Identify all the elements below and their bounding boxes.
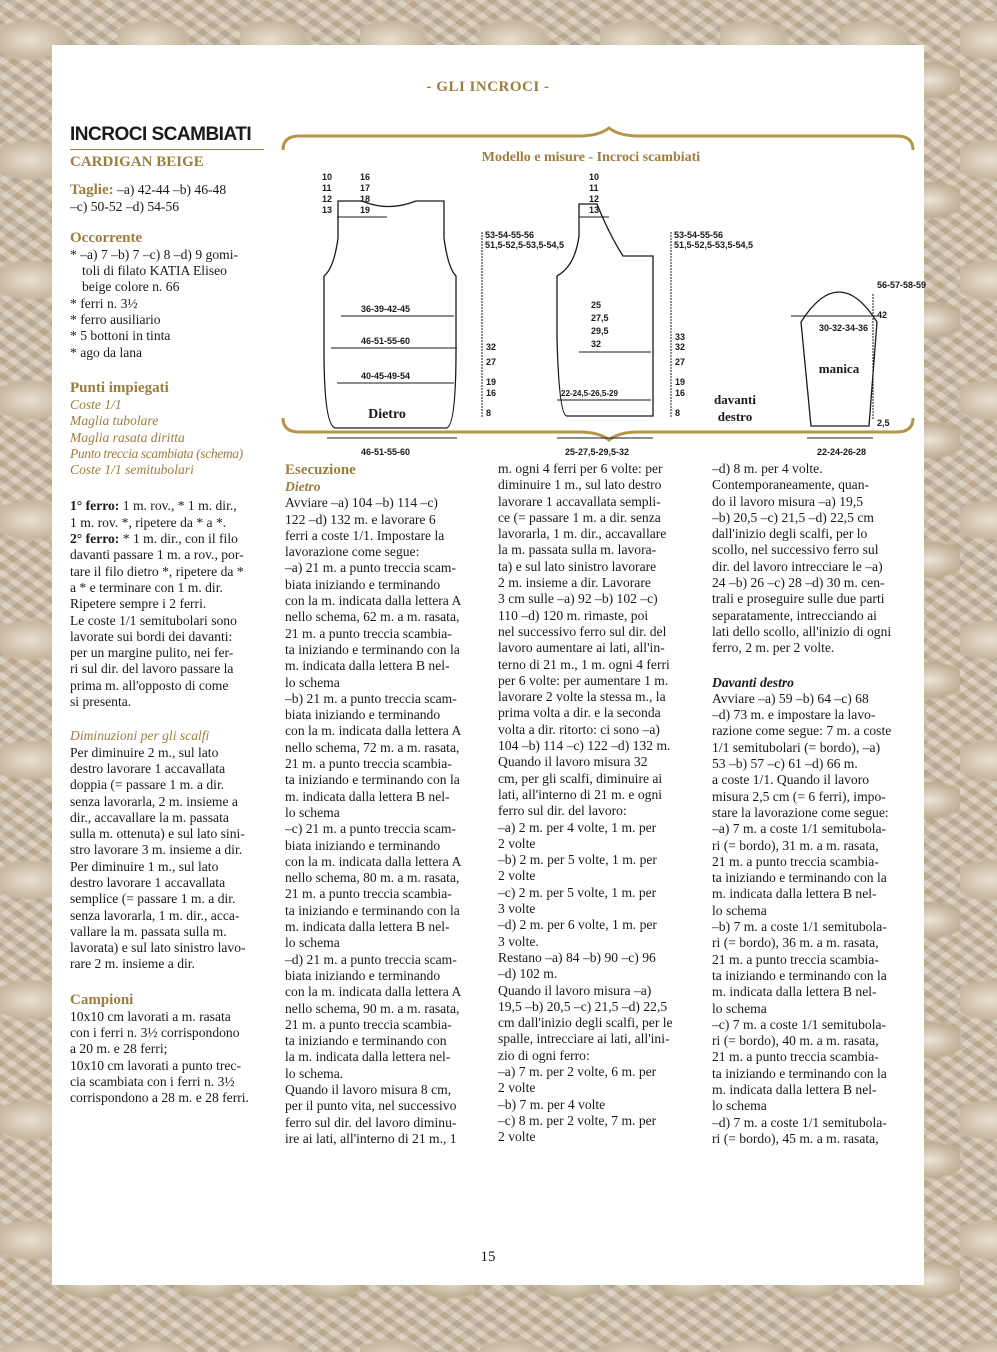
text-line: Avviare –a) 104 –b) 114 –c) [285,495,438,511]
text-line: 10x10 cm lavorati a punto trec- [70,1057,241,1073]
text-line: –b) 21 m. a punto treccia scam- [285,690,457,706]
front-side-value: 19 [675,377,686,387]
front-inner-value: 25 [591,300,602,310]
text-line: ferro sul dir. del lavoro diminu- [285,1114,457,1130]
text-line: 21 m. a punto treccia scambia- [285,1016,452,1032]
stitches-list [70,397,264,478]
front-label: destro [717,409,753,424]
text-line: diminuire 1 m., sul lato destro [498,477,662,493]
text-line: 53 –b) 57 –c) 61 –d) 66 m. [712,756,858,772]
text-line: 24 –b) 26 –c) 28 –d) 30 m. cen- [712,575,885,591]
back-top-left-value: 10 [322,172,333,182]
front-waist-value: 22-24,5-26,5-29 [561,389,618,398]
text-line: –d) 73 m. e impostare la lavo- [712,707,876,723]
back-top-left-value: 12 [322,194,333,204]
text-line: volta a dir. ritorto: ci sono –a) [498,721,660,737]
execution-column-1 [285,461,490,1147]
text-line: corrispondono a 28 m. e 28 ferri. [70,1090,249,1106]
text-line: dir. del lavoro intrecciare le –a) [712,558,883,574]
text-line: lo schema [285,935,340,951]
front-side-value: 32 [675,342,686,352]
text-line: lavorata) e sul lato sinistro lavo- [70,940,246,956]
front-side-value: 27 [675,357,686,367]
sleeve-bottom-value: 22-24-26-28 [817,447,867,457]
text-line: con la m. indicata dalla lettera A [285,853,462,869]
text-line: semplice (= passare 1 m. a dir. [70,891,236,907]
sizes-line: –a) 42-44 –b) 46-48 [117,182,227,198]
back-side-value: 16 [486,388,497,398]
text-line: nello schema, 62 m. a m. rasata, [285,609,460,625]
text-line: ferro, 2 m. per 2 volte. [712,640,835,656]
front-top-value: 12 [589,194,600,204]
text-line: 2 volte [498,1129,536,1145]
text-line: senza lavorarla, 2 m. insieme a [70,793,238,809]
text-line: terno di 21 m., 1 m. ogni 4 ferri [498,656,670,672]
text-line: separatamente, intrecciando ai [712,607,877,623]
back-side-value: 27 [486,357,497,367]
text-line: 21 m. a punto treccia scambia- [712,853,879,869]
text-line: –a) 7 m. a coste 1/1 semitubola- [712,821,887,837]
back-height-value: 53-54-55-56 [485,230,535,240]
back-bottom-value: 46-51-55-60 [361,447,411,457]
text-line: m. indicata dalla lettera B nel- [712,886,877,902]
text-line: 21 m. a punto treccia scambia- [712,1049,879,1065]
text-line: rare 2 m. insieme a dir. [70,956,195,972]
text-line: –b) 7 m. a coste 1/1 semitubola- [712,919,887,935]
text-line: lo schema. [285,1065,344,1081]
text-line: Restano –a) 84 –b) 90 –c) 96 [498,949,656,965]
stitch-item: Punto treccia scambiata (schema) [70,445,243,461]
back-top-left-value: 11 [322,183,332,193]
back-heading: Dietro [285,479,321,494]
page-number: 15 [480,1249,496,1265]
back-width-value: 36-39-42-45 [361,304,411,314]
text-line: vallare la m. passata sulla m. [70,923,227,939]
text-line: 104 –b) 114 –c) 122 –d) 132 m. [498,738,671,754]
front-label: davanti [714,392,756,407]
text-line: ta iniziando e terminando con la [712,967,887,983]
text-line: lavorazione come segue: [285,544,420,560]
text-line: lo schema [285,674,340,690]
row-instructions: 1° ferro: 1 m. rov., * 1 m. dir., 1 m. rov. *, ripetere da * a *. 2° ferro: * 1 m. dir., con il filo davanti passare 1 m. a rov., por- tare il filo dietro *, ripetere da * a * e terminare con 1 m. dir. Ripetere sempre i 2 ferri. Le coste 1/1 semitubolari sono lavorate sui bordi dei davanti: per un margine pulito, nei fer- ri sul dir. del lavoro passare la prima m. all'opposto di come si presenta. [70,498,244,710]
text-line: per 6 volte: per aumentare 1 m. [498,672,669,688]
text-line: lati, all'interno di 21 m. e ogni [498,786,663,802]
front-inner-value: 27,5 [591,313,609,323]
text-line: ta iniziando e terminando con la [285,902,460,918]
text-line: lo schema [712,1000,767,1016]
text-line: 110 –d) 120 m. rimaste, poi [498,607,649,623]
text-line: 21 m. a punto treccia scambia- [285,625,452,641]
text-line: senza lavorarla, 1 m. dir., acca- [70,907,240,923]
text-line: con la m. indicata dalla lettera A [285,984,462,1000]
back-side-value: 32 [486,342,497,352]
back-label: Dietro [368,407,406,422]
text-line: –d) 102 m. [498,966,558,982]
sleeve-side-value: 2,5 [877,418,890,428]
back-width-value: 40-45-49-54 [361,371,411,381]
material-item: * ago da lana [70,344,143,360]
text-line: 2 volte [498,1080,536,1096]
text-line: lati dello scollo, all'inizio di ogni [712,623,892,639]
text-line: 19,5 –b) 20,5 –c) 21,5 –d) 22,5 [498,998,668,1014]
text-line: 3 cm sulle –a) 92 –b) 102 –c) [498,591,658,607]
text-line: Avviare –a) 59 –b) 64 –c) 68 [712,690,869,706]
text-line: per il punto vita, nel successivo [285,1098,457,1114]
stitches-heading: Punti impiegati [70,379,169,396]
text-line: 2 volte [498,835,536,851]
text-line: lavoro aumentare ai lati, all'in- [498,640,665,656]
text-line: destro lavorare 1 accavallata [70,874,226,890]
measurements-diagram [279,128,927,457]
sizes-label: Taglie: [70,182,114,199]
text-line: lo schema [712,902,767,918]
material-item: * ferro ausiliario [70,312,161,328]
front-top-value: 11 [589,183,599,193]
front-top-value: 10 [589,172,600,182]
text-line: Contemporaneamente, quan- [712,477,870,493]
text-line: con i ferri n. 3½ corrispondono [70,1025,240,1041]
stitch-item: Coste 1/1 [70,396,122,412]
front-height-value: 51,5-52,5-53,5-54,5 [674,240,754,250]
text-line: stro lavorare 3 m. insieme a dir. [70,842,243,858]
text-line: biata iniziando e terminando [285,576,441,592]
text-line: m. indicata dalla lettera B nel- [712,1081,877,1097]
text-line: lo schema [285,804,340,820]
text-line: –b) 20,5 –c) 21,5 –d) 22,5 cm [712,509,874,525]
back-piece [322,172,564,457]
front-inner-value: 32 [591,339,602,349]
text-line: –d) 21 m. a punto treccia scam- [285,951,457,967]
text-line: con la m. indicata dalla lettera A [285,723,462,739]
materials-list [70,247,264,361]
text-line: a coste 1/1. Quando il lavoro [712,772,870,788]
text-line: 21 m. a punto treccia scambia- [712,951,879,967]
back-width-value: 46-51-55-60 [361,336,411,346]
text-line: con la m. indicata dalla lettera A [285,593,462,609]
back-instructions-continued [498,461,690,1145]
back-side-value: 19 [486,377,497,387]
text-line: stare la lavorazione come segue: [712,804,889,820]
front-bottom-value: 25-27,5-29,5-32 [565,447,630,457]
text-line: cia scambiata con i ferri n. 3½ [70,1073,235,1089]
text-line: ire ai lati, all'interno di 21 m., 1 [285,1130,457,1146]
text-line: ri (= bordo), 36 m. a m. rasata, [712,935,879,951]
text-line: ta iniziando e terminando con [285,1033,447,1049]
text-line: m. ogni 4 ferri per 6 volte: per [498,461,663,476]
text-line: spalle, intrecciare ai lati, all'ini- [498,1031,670,1047]
text-line: dir., accavallare la m. passata [70,809,229,825]
front-side-value: 8 [675,408,681,418]
text-line: prima volta a dir. e la seconda [498,705,661,721]
row1-label: 1° ferro: [70,498,120,514]
stitch-item: Maglia tubolare [70,413,159,429]
row2-label: 2° ferro: [70,531,120,547]
material-item: * 5 bottoni in tinta [70,328,171,344]
text-line: –c) 8 m. per 2 volte, 7 m. per [498,1112,657,1128]
execution-heading: Esecuzione [285,462,356,478]
text-line: scollo, nel successivo ferro sul [712,542,879,558]
text-line: do il lavoro misura –a) 19,5 [712,493,864,509]
back-side-value: 8 [486,408,492,418]
pattern-title: INCROCI SCAMBIATI [70,123,264,150]
execution-column-2 [498,461,690,1145]
sizes-block [70,182,264,215]
text-line: 2 volte [498,868,536,884]
text-line: la m. indicata dalla lettera nel- [285,1049,451,1065]
front-heading: Davanti destro [712,674,794,690]
front-instructions [712,691,912,1147]
text-line: 3 volte [498,901,536,917]
text-line: cm dall'inizio degli scalfi, per le [498,1015,673,1031]
text-line: Per diminuire 1 m., sul lato [70,858,219,874]
back-top-right-value: 16 [360,172,371,182]
text-line: doppia (= passare 1 m. a dir. [70,777,225,793]
back-top-left-value: 13 [322,205,333,215]
text-line: lavorarla, 1 m. dir., accavallare [498,526,667,542]
text-line: trali e proseguire sulle due parti [712,591,885,607]
swatch-heading: Campioni [70,991,134,1008]
text-line: –d) 2 m. per 6 volte, 1 m. per [498,917,657,933]
text-line: Quando il lavoro misura 32 [498,754,648,770]
sleeve-width-value: 30-32-34-36 [819,323,869,333]
text-line: ta iniziando e terminando con la [285,641,460,657]
text-line: sulla m. ottenuta) e sul lato sini- [70,826,245,842]
text-line: –d) 8 m. per 4 volte. [712,461,823,476]
text-line: m. indicata dalla lettera B nel- [285,919,450,935]
text-line: m. indicata dalla lettera B nel- [712,984,877,1000]
text-line: biata iniziando e terminando [285,967,441,983]
text-line: dall'inizio degli scalfi, per lo [712,526,868,542]
magazine-page [52,45,927,1285]
text-line: ta iniziando e terminando con la [712,870,887,886]
sleeve-top-value: 56-57-58-59 [877,280,927,290]
text-line: ri (= bordo), 40 m. a m. rasata, [712,1033,879,1049]
text-line: –a) 2 m. per 4 volte, 1 m. per [498,819,657,835]
decreases-text [70,745,264,973]
back-top-right-value: 18 [360,194,371,204]
text-line: zio di ogni ferro: [498,1047,590,1063]
text-line: –c) 21 m. a punto treccia scam- [285,821,456,837]
text-line: –a) 21 m. a punto treccia scam- [285,560,456,576]
text-line: Per diminuire 2 m., sul lato [70,744,219,760]
text-line: nello schema, 90 m. a m. rasata, [285,1000,460,1016]
text-line: nello schema, 72 m. a m. rasata, [285,739,460,755]
text-line: ce (= passare 1 m. a dir. senza [498,509,661,525]
text-line: destro lavorare 1 accavallata [70,760,226,776]
text-line: ri (= bordo), 31 m. a m. rasata, [712,837,879,853]
front-side-value: 16 [675,388,686,398]
text-line: razione come segue: 7 m. a coste [712,723,892,739]
text-line: nel successivo ferro sul dir. del [498,623,667,639]
text-line: 10x10 cm lavorati a m. rasata [70,1008,231,1024]
text-line: nello schema, 80 m. a m. rasata, [285,870,460,886]
text-line: –a) 7 m. per 2 volte, 6 m. per [498,1063,657,1079]
text-line: –c) 2 m. per 5 volte, 1 m. per [498,884,657,900]
text-line: Quando il lavoro misura –a) [498,982,652,998]
text-line: lo schema [712,1098,767,1114]
section-header: - GLI INCROCI - [426,79,550,95]
text-line: lavorare 1 accavallata sempli- [498,493,661,509]
text-line: lavorare 2 volte la stessa m., la [498,689,666,705]
text-line: –b) 7 m. per 4 volte [498,1096,606,1112]
text-line: ferro sul dir. del lavoro: [498,803,627,819]
text-line: 3 volte. [498,933,539,949]
material-item: * ferri n. 3½ [70,295,138,311]
text-line: m. indicata dalla lettera B nel- [285,658,450,674]
back-top-right-value: 17 [360,183,371,193]
text-line: –b) 2 m. per 5 volte, 1 m. per [498,852,657,868]
sizes-line: –c) 50-52 –d) 54-56 [70,198,180,214]
front-height-value: 53-54-55-56 [674,230,724,240]
text-line: m. indicata dalla lettera B nel- [285,788,450,804]
back-instructions [285,495,490,1147]
back-top-right-value: 19 [360,205,371,215]
pattern-subtitle: CARDIGAN BEIGE [70,154,204,170]
sleeve-side-value: 42 [877,310,888,320]
materials-heading: Occorrente [70,229,143,246]
decreases-heading: Diminuzioni per gli scalfi [70,728,210,744]
front-side-value: 33 [675,332,686,342]
stitch-item: Coste 1/1 semitubolari [70,462,194,478]
text-line: la m. passata sulla m. lavora- [498,542,657,558]
text-line: 21 m. a punto treccia scambia- [285,756,452,772]
sleeve-label: manica [818,361,860,376]
text-line: biata iniziando e terminando [285,707,441,723]
swatch-text [70,1009,264,1107]
text-line: a 20 m. e 28 ferri; [70,1041,168,1057]
execution-column-3 [712,461,912,1147]
front-piece [557,172,756,457]
text-line: ri (= bordo), 45 m. a m. rasata, [712,1130,879,1146]
text-line: ferri a coste 1/1. Impostare la [285,527,445,543]
text-line: biata iniziando e terminando [285,837,441,853]
text-line: 1/1 semitubolari (= bordo), –a) [712,739,881,755]
text-line: Quando il lavoro misura 8 cm, [285,1081,452,1097]
stitch-item: Maglia rasata diritta [70,429,185,445]
text-line: –c) 7 m. a coste 1/1 semitubola- [712,1016,887,1032]
text-line: ta iniziando e terminando con la [712,1065,887,1081]
text-line: –d) 7 m. a coste 1/1 semitubola- [712,1114,887,1130]
front-inner-value: 29,5 [591,326,609,336]
material-item: * –a) 7 –b) 7 –c) 8 –d) 9 gomi- toli di filato KATIA Eliseo beige colore n. 66 [70,246,238,295]
neckline-instructions [712,461,912,657]
front-top-value: 13 [589,205,600,215]
text-line: misura 2,5 cm (= 6 ferri), impo- [712,788,886,804]
text-line: ta iniziando e terminando con la [285,772,460,788]
text-line: ta) e sul lato sinistro lavorare [498,558,657,574]
text-line: 21 m. a punto treccia scambia- [285,886,452,902]
text-line: cm, per gli scalfi, diminuire ai [498,770,663,786]
back-height-value: 51,5-52,5-53,5-54,5 [485,240,565,250]
frame-top [283,128,913,150]
pattern-intro-column [70,123,264,1107]
text-line: 122 –d) 132 m. e lavorare 6 [285,511,436,527]
text-line: 2 m. insieme a dir. Lavorare [498,575,651,591]
diagram-svg [279,128,927,457]
diagram-title: Modello e misure - Incroci scambiati [481,150,701,165]
